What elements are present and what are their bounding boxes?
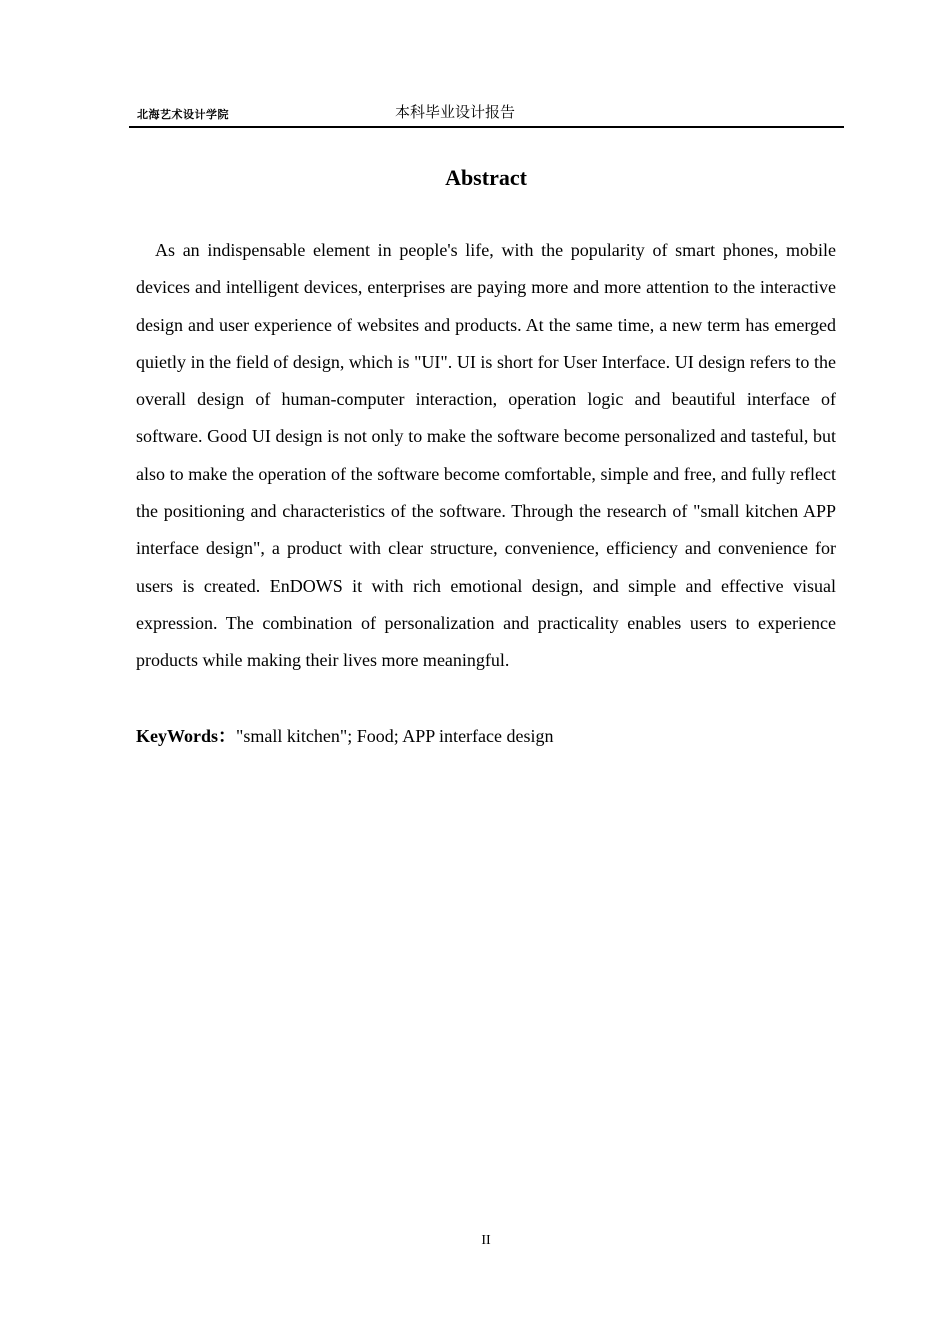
page-number: II <box>481 1233 491 1248</box>
keywords-line <box>136 718 836 755</box>
page-header <box>129 100 844 128</box>
abstract-body: As an indispensable element in people's life, with the popularity of smart phones, mobile devices and intelligent devices, enterprises are paying more and more attention to the interactive design and user experience of websites and products. At the same time, a new term has emerged quietly in the field of design, which is "UI". UI is short for User Interface. UI design refers to the overall design of human-computer interaction, operation logic and beautiful interface of software. Good UI design is not only to make the software become personalized and tasteful, but also to make the operation of the software become comfortable, simple and free, and fully reflect the positioning and characteristics of the software. Through the research of "small kitchen APP interface design", a product with clear structure, convenience, efficiency and convenience for users is created. EnDOWS it with rich emotional design, and simple and effective visual expression. The combination of personalization and practicality enables users to experience products while making their lives more meaningful. <box>136 240 836 671</box>
keywords-value: "small kitchen"; Food; APP interface design <box>236 726 554 746</box>
abstract-title: Abstract <box>445 165 527 190</box>
keywords-label: KeyWords： <box>136 726 237 746</box>
header-institution: 北海艺术设计学院 <box>137 108 229 121</box>
header-report-type: 本科毕业设计报告 <box>395 103 516 121</box>
